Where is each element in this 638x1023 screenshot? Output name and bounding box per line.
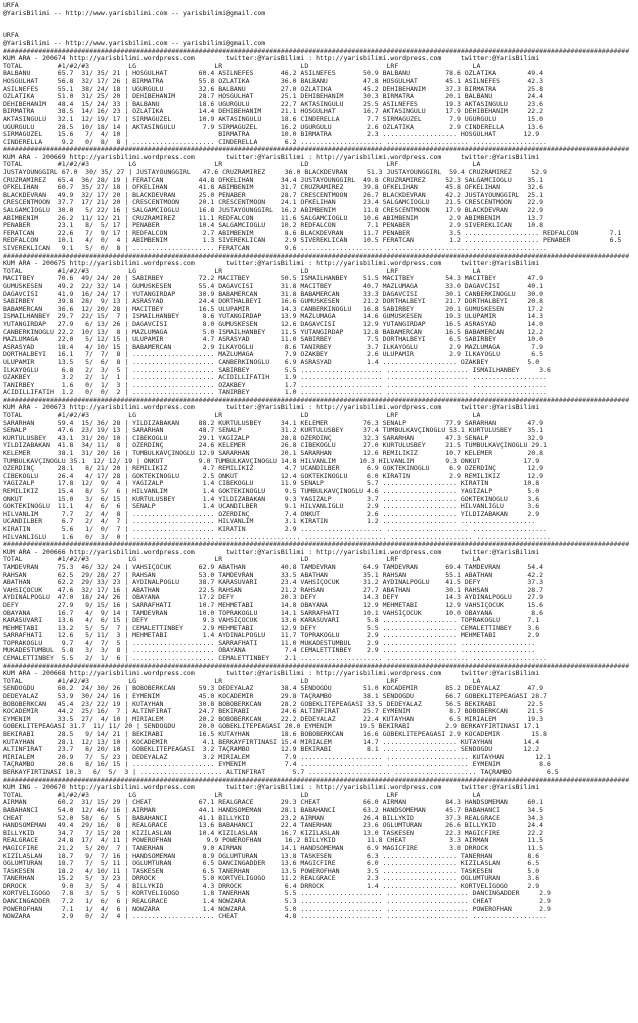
table-row: ÖZAKBEY 3.2 2/ 1/ 1 | ..................... ACIDILLIFATIH 1.9 ..................... ..................... ................... [3, 374, 547, 382]
table-row: TAÇRAMBO 20.6 8/ 16/ 15 | ..................... EYMENIM 7.4 ..................... ..................... EYMENIM 8.6 [3, 761, 551, 769]
table-row: ISMAILHANBEY 29.7 22/ 15/ 7 | ISMAILHANBEY 8.6 YUTANGIRDAP 13.9 MAZLUMAGA 14.6 GÜMÜSKESEN 19.3 ULUPAMIR 14.3 [3, 313, 544, 321]
column-header: TOTAL #1/#2/#3 LG LR LD LRF LA [3, 677, 481, 685]
table-row: BOBOBERKCAN 45.4 23/ 22/ 19 | KUTAYHAN 30.8 BOBOBERKCAN 28.2 GÖBEKLITEPEAGASI 33.5 DEDEYALAZ 56.5 BEKIRABI 22.5 [3, 700, 544, 708]
table-row: ABATHAN 62.2 29/ 33/ 23 | AYDINALPOGLU 38.7 KARASÜVARI 23.4 VAHSIÇOCUK 31.2 AYDINALPOGLU 41.5 DEFY 37.3 [3, 579, 544, 587]
table-row: FERATCAN 22.6 7/ 9/ 17 | REDFALCON 2.7 ABIMBENIM 8.6 BLACKDEVRAN 11.7 PENABER 3.5 ................... REDFALCON 7.1 [3, 229, 622, 237]
table-row: OBAYANA 16.7 4/ 9/ 14 | TAMDEVRAN 10.0 TOPRAKOGLU 14.1 SARRAFHATI 10.1 VAHSIÇOCUK 10.0 OBAYANA 8.6 [3, 609, 544, 617]
table-row: NOWZARA 2.9 0/ 2/ 4 | ..................... CHEAT 4.8 ..................... ..................... ................... [3, 913, 547, 921]
table-row: KIRATIN 5.6 1/ 0/ 7 | ..................... KIRATIN 2.9 ..................... ..................... ................... [3, 525, 547, 533]
table-row: BIRMATRA 38.5 14/ 16/ 23 | ÖZLATIKA 14.4 DEHIBEHANIM 21.1 HOSGÜLHAT 16.7 AKTASINGÜLÜ 17.9 DEHIBEHANIM 22.2 [3, 108, 544, 116]
table-row: TUMBULKAVÇINOGLU 35.1 12/ 12/ 19 | ONKUT 9.0 TUMBULKAVÇINOGLU 14.8 HILVANLIM 10.3 HILVANLIM 9.3 ONKUT 17.9 [3, 457, 540, 465]
race-header: KUM ARA - 200674 http://yarisbilimi.wordpress.com twitter:@YarisBilimi : http://yarisbilimi.wordpress.com twitter:@YarisBilimi [3, 55, 540, 63]
table-row: TOPRAKOGLU 9.7 4/ 7/ 5 | ..................... SARRAFHATI 11.0 MUKADESTUMBUL 2.9 ................... ................... [3, 639, 536, 647]
table-row: RAHSAN 62.5 29/ 28/ 27 | RAHSAN 53.0 TAMDEVRAN 33.5 ABATHAN 35.1 RAHSAN 55.1 ABATHAN 42.2 [3, 571, 544, 579]
table-row: SENALP 47.6 23/ 19/ 13 | SARARHAN 48.7 SENALP 31.2 KURTULUSBEY 37.4 TUMBULKAVÇINOGLU 53.1 KURTULUSBEY 35.1 [3, 427, 544, 435]
column-header: TOTAL #1/#2/#3 LG LR LD LRF LA [3, 791, 481, 799]
table-row: REALGRACE 24.8 17/ 4/ 11 | POWEROFHAN 9.9 POWEROFHAN 16.2 BILLYKID 11.8 CHEAT 3.3 AIRMAN 11.5 [3, 837, 544, 845]
table-row: ILKAYOGLU 6.8 2/ 3/ 5 | ..................... SABIRBEY 5.5 ..................... ..................... ISMAILHANBEY 3.6 [3, 366, 551, 374]
table-row: BERKAYFIRTINASI 10.3 6/ 5/ 3 | ..................... ALTINFIRAT 5.7 ..................... ..................... TAÇRAMBO 6.5 [3, 768, 559, 776]
table-row: ABIMBENIM 26.2 11/ 12/ 21 | CRUZRAMIREZ 11.1 REDFALCON 11.6 SALGAMCIOGLU 10.6 ABIMBENIM 2.9 ABIMBENIM 13.7 [3, 214, 544, 222]
table-row: GÜMÜSKESEN 49.2 22/ 32/ 14 | GÜMÜSKESEN 55.4 DAGAVCISI 31.8 MACITBEY 40.7 MAZLUMAGA 33.0 DAGAVCISI 40.1 [3, 282, 544, 290]
race-header: KUM ARA - 200668 http://yarisbilimi.wordpress.com twitter:@YarisBilimi : http://yarisbilimi.wordpress.com twitter:@YarisBilimi [3, 670, 540, 678]
table-row: DEFY 27.9 9/ 15/ 16 | SARRAFHATI 10.7 MEHMETABI 14.8 OBAYANA 12.9 MEHMETABI 12.9 VAHSIÇOCUK 15.6 [3, 601, 544, 609]
table-row: HILVANLIM 7.7 2/ 4/ 8 | ..................... ÖZERDINÇ 7.4 ONKUT 2.6 ................... YILDIZABAKAN 2.9 [3, 510, 540, 518]
table-row: SENDOGDU 60.2 24/ 30/ 26 | BOBOBERKCAN 59.3 DEDEYALAZ 38.4 SENDOGDU 51.0 KOCADEMIR 85.2 DEDEYALAZ 47.9 [3, 685, 544, 693]
intro-line [3, 25, 638, 33]
table-row: GÖKTEKINOGLU 11.1 4/ 6/ 6 | SENALP 1.4 UCANDILBER 9.1 HILVANLIGLU 2.9 ................... HILVANLIGLU 3.6 [3, 503, 540, 511]
table-row: EYMENIM 33.5 27/ 4/ 10 | MIRIALEM 20.2 BOBOBERKCAN 22.2 DEDEYALAZ 22.4 KUTAYHAN 6.5 MIRIALEM 19.3 [3, 715, 544, 723]
table-row: YAGIZALP 17.8 12/ 9/ 4 | YAGIZALP 1.4 CIBEKOGLU 11.9 SENALP 5.7 ................... KIRATIN 10.8 [3, 480, 540, 488]
table-row: ALTINFIRAT 23.7 8/ 20/ 10 | GÖBEKLITEPEAGASI 3.2 TAÇRAMBO 12.9 BEKIRABI 8.1 ................... SENDOGDU 12.2 [3, 746, 540, 754]
table-row: ULUPAMIR 13.5 5/ 6/ 8 | ..................... CANBERKINOGLU 6.9 ASRASYAD 1.4 ................... ÖZAKBEY 5.0 [3, 358, 540, 366]
table-row: REDFALCON 10.1 4/ 0/ 4 | ABIMBENIM 1.3 SIVEREKLICAN 2.9 SIVEREKLICAN 10.5 FERATCAN 1.2 ................... PENABER 6.5 [3, 237, 622, 245]
table-row: KELEMER 38.1 31/ 20/ 16 | TUMBULKAVÇINOGLU 12.9 SARARHAN 20.1 SARARHAN 12.6 REMILIKIZ 10.7 KELEMER 20.8 [3, 450, 544, 458]
table-row: CIBEKOGLU 26.4 4/ 17/ 28 | GÖKTEKINOGLU 2.5 ONKUT 12.4 GÖKTEKINOGLU 6.0 KIRATIN 2.9 REMILIKIZ 12.9 [3, 472, 544, 480]
table-row: ONKUT 15.0 3/ 6/ 15 | KURTULUSBEY 1.4 YILDIZABAKAN 9.3 YAGIZALP 3.7 ................... GÖKTEKINOGLU 3.6 [3, 495, 540, 503]
table-row: SABIRBEY 39.8 28/ 9/ 13 | ASRASYAD 24.4 DÖRTHALBEYI 16.6 GÜMÜSKESEN 21.2 DÖRTHALBEYI 21.7 DÖRTHALBEYI 20.8 [3, 298, 544, 306]
column-header: TOTAL #1/#2/#3 LG LR LD LRF LA [3, 161, 481, 169]
table-row: AIRMAN 60.2 31/ 15/ 29 | CHEAT 67.1 REALGRACE 29.3 CHEAT 66.0 AIRMAN 84.3 HANDSOMEMAN 60.1 [3, 799, 544, 807]
table-row: HANDSOMEMAN 49.4 29/ 16/ 8 | REALGRACE 13.6 BABAHANCI 22.4 TANERHAN 23.6 OGLUMTURAN 26.6 BILLYKID 24.4 [3, 822, 544, 830]
table-row: DANCINGADDER 7.2 1/ 6/ 6 | REALGRACE 1.4 NOWZARA 5.3 ..................... ..................... CHEAT 2.9 [3, 898, 551, 906]
intro-line: URFA [3, 2, 19, 9]
separator-line: ################################################################################################################################################################ [3, 47, 630, 55]
table-row: ÖZERDINÇ 28.1 8/ 21/ 20 | REMILIKIZ 4.7 REMILIKIZ 4.7 UCANDILBER 6.9 GÖKTEKINOGLU 6.9 ÖZERDINÇ 12.9 [3, 465, 544, 473]
table-row: ÖFKELIHAN 60.7 35/ 27/ 18 | ÖFKELIHAN 41.8 ABIMBENIM 31.7 CRUZRAMIREZ 39.8 ÖFKELIHAN 45.8 ÖFKELIHAN 32.6 [3, 184, 544, 192]
table-row: BEKIRABI 28.5 9/ 14/ 21 | BEKIRABI 16.5 KUTAYHAN 18.6 BOBOBERKCAN 16.6 GÖBEKLITEPEAGASI 2.9 KOCADEMIR 15.8 [3, 731, 547, 738]
table-row: YUTANGIRDAP 27.9 6/ 13/ 26 | DAGAVCISI 8.0 GÜMÜSKESEN 12.6 DAGAVCISI 12.9 YUTANGIRDAP 16.5 ASRASYAD 14.0 [3, 320, 544, 328]
table-row: ÖZLATIKA 51.0 31/ 25/ 20 | DEHIBEHANIM 28.7 HOSGÜLHAT 25.1 DEHIBEHANIM 30.3 BIRMATRA 20.1 BALBANU 24.4 [3, 93, 544, 101]
table-row: MIRIALEM 20.9 7/ 5/ 23 | DEDEYALAZ 3.2 MIRIALEM 7.9 ..................... ..................... KUTAYHAN 12.1 [3, 753, 551, 761]
table-row: YILDIZABAKAN 41.8 34/ 11/ 8 | ÖZERDINÇ 24.6 KELEMER 26.8 CIBEKOGLU 27.0 KURTULUSBEY 21.5 TUMBULKAVÇINOGLU 29.1 [3, 442, 547, 450]
table-row: KOCADEMIR 44.2 25/ 16/ 7 | ALTINFIRAT 24.7 BEKIRABI 24.6 ALTINFIRAT 25.7 EYMENIM 8.7 BOBOBERKCAN 21.5 [3, 708, 544, 716]
table-row: DRROCK 9.0 3/ 5/ 4 | BILLYKID 4.3 DRROCK 6.4 DRROCK 1.4 ................... KORTVELIGOGO 2.9 [3, 882, 540, 890]
table-row: ASILNEFES 55.1 38/ 24/ 18 | UGURGÜLÜ 32.6 BALBANU 27.0 ÖZLATIKA 45.2 DEHIBEHANIM 37.3 BIRMATRA 25.8 [3, 85, 544, 93]
table-row: ASRASYAD 18.4 4/ 10/ 15 | BABAMERCAN 2.9 ILKAYOGLU 8.6 TANIRBEY 3.7 ILKAYOGLU 2.9 MAZLUMAGA 7.9 [3, 343, 544, 351]
race-header: KUM ARA - 200669 http://yarisbilimi.wordpress.com twitter:@YarisBilimi : http://yarisbilimi.wordpress.com twitter:@YarisBilimi [3, 153, 540, 161]
table-row: OGLUMTURAN 18.7 7/ 5/ 11 | OGLUMTURAN 6.5 DANCINGADDER 13.6 MAGICFIRE 6.0 ................... KIZILASLAN 6.5 [3, 860, 540, 868]
separator-line: ################################################################################################################################################################ [3, 541, 630, 549]
separator-line: ################################################################################################################################################################ [3, 252, 630, 260]
column-header: TOTAL #1/#2/#3 LG LR LD LRF LA [3, 62, 481, 70]
table-row: UCANDILBER 6.7 2/ 4/ 7 | ..................... HILVANLIM 3.1 KIRATIN 1.2 ................... ................... [3, 518, 536, 526]
table-row: UGURGÜLÜ 28.5 10/ 18/ 14 | AKTASINGÜLÜ 7.9 SIRMAGÜZEL 16.2 UGURGÜLÜ 2.6 ÖZLATIKA 2.9 CINDERELLA 13.6 [3, 123, 544, 131]
table-row: BLACKDEVRAN 49.9 32/ 17/ 20 | BLACKDEVRAN 25.0 PENABER 28.7 CRESCENTMOON 26.7 BLACKDEVRAN 42.2 JUSTAYOUNGGIRL 25.1 [3, 191, 544, 199]
table-row: MUKADESTUMBUL 5.8 3/ 3/ 8 | ..................... OBAYANA 7.4 CEMALETTINBEY 2.9 ................... ................... [3, 647, 536, 655]
table-row: SIRMAGÜZEL 15.6 7/ 4/ 10 | BIRMATRA 10.0 BIRMATRA 2.3 ................... HOSGÜLHAT 12.9 [3, 131, 540, 139]
table-row: CRUZRAMIREZ 65.4 36/ 28/ 19 | FERATCAN 44.8 ÖFKELIHAN 34.4 JUSTAYOUNGGIRL 49.8 CRUZRAMIREZ 52.3 SALGAMCIOGLU 35.1 [3, 176, 544, 184]
table-row: REMILIKIZ 15.4 8/ 5/ 6 | HILVANLIM 1.4 GÖKTEKINOGLU 9.5 TUMBULKAVÇINOGLU 4.6 ................... YAGIZALP 5.0 [3, 488, 540, 495]
table-row: DAGAVCISI 41.9 16/ 24/ 17 | YUTANGIRDAP 30.9 BABAMERCAN 31.8 BABAMERCAN 33.3 DAGAVCISI 30.1 CANBERKINOGLU 30.0 [3, 290, 544, 298]
table-row: TASKESEN 18.2 4/ 10/ 11 | TASKESEN 6.5 TANERHAN 13.5 POWEROFHAN 3.5 ................... TASKESEN 5.0 [3, 867, 540, 875]
table-row: MAZLUMAGA 22.0 5/ 12/ 15 | ULUPAMIR 4.7 ASRASYAD 11.0 SABIRBEY 7.5 DÖRTHALBEYI 6.5 SABIRBEY 10.0 [3, 336, 544, 344]
intro-line: @YarisBilimi -- http://www.yarisbilimi.com -- yarisbilimi@gmail.com [3, 9, 266, 17]
table-row: POWEROFHAN 7.1 1/ 4/ 6 | NOWZARA 1.4 NOWZARA 5.0 ..................... ..................... POWEROFHAN 2.9 [3, 905, 551, 913]
table-row: PENABER 23.1 8/ 5/ 17 | PENABER 10.4 SALGAMCIOGLU 10.2 REDFALCON 7.1 PENABER 2.9 SIVEREKLICAN 10.8 [3, 222, 544, 230]
table-row: TANIRBEY 1.6 0/ 1/ 3 | ..................... ÖZAKBEY 1.7 ..................... ..................... ................... [3, 381, 547, 389]
column-header: TOTAL #1/#2/#3 LG LR LD LRF LA [3, 556, 481, 564]
table-row: CRESCENTMOON 37.7 17/ 21/ 20 | CRESCENTMOON 20.1 CRESCENTMOON 24.1 ÖFKELIHAN 23.4 SALGAMCIOGLU 21.5 CRESCENTMOON 22.9 [3, 199, 544, 207]
table-row: KORTVELIGOGO 7.8 3/ 5/ 5 | KORTVELIGOGO 1.8 TANERHAN 5.5 ..................... ..................... DANCINGADDER 2.9 [3, 890, 551, 898]
table-row: HOSGÜLHAT 56.8 32/ 17/ 26 | BIRMATRA 55.8 ÖZLATIKA 36.0 BALBANU 47.8 HOSGÜLHAT 45.1 ASILNEFES 42.3 [3, 77, 544, 85]
table-row: BABAMERCAN 36.6 12/ 20/ 28 | MACITBEY 16.5 ULUPAMIR 14.3 CANBERKINOGLU 16.8 SABIRBEY 20.1 GÜMÜSKESEN 17.2 [3, 305, 544, 313]
table-row: CANBERKINOGLU 22.2 10/ 13/ 8 | MAZLUMAGA 5.0 ISMAILHANBEY 11.5 YUTANGIRDAP 12.8 BABAMERCAN 16.5 BABAMERCAN 12.2 [3, 328, 544, 336]
table-row: BILLYKID 34.7 7/ 15/ 28 | KIZILASLAN 10.4 KIZILASLAN 16.7 KIZILASLAN 13.0 TASKESEN 22.3 MAGICFIRE 22.2 [3, 829, 544, 837]
table-row: JUSTAYOUNGGIRL 67.0 30/ 35/ 27 | JUSTAYOUNGGIRL 47.6 CRUZRAMIREZ 36.0 BLACKDEVRAN 51.3 JUSTAYOUNGGIRL 59.4 CRUZRAMIREZ 52.9 [3, 169, 547, 177]
race-header: KUM ARA - 200666 http://yarisbilimi.wordpress.com twitter:@YarisBilimi : http://yarisbilimi.wordpress.com twitter:@YarisBilimi [3, 548, 540, 556]
table-row: AYDINALPOGLU 47.0 18/ 24/ 26 | OBAYANA 17.2 DEFY 20.3 DEFY 14.3 DEFY 14.3 AYDINALPOGLU 27.9 [3, 594, 544, 602]
table-row: CHEAT 52.0 58/ 6/ 5 | BABAHANCI 41.1 BILLYKID 23.2 AIRMAN 26.4 BILLYKID 37.3 REALGRACE 34.3 [3, 814, 544, 822]
table-row: MAGICFIRE 21.2 5/ 20/ 7 | TANERHAN 9.0 AIRMAN 14.1 HANDSOMEMAN 6.9 MAGICFIRE 3.0 DRROCK 11.5 [3, 844, 544, 852]
intro-line: URFA [3, 32, 19, 40]
table-row: KURTULUSBEY 43.1 31/ 20/ 10 | CIBEKOGLU 29.1 YAGIZALP 28.8 ÖZERDINÇ 32.3 SARARHAN 47.3 SENALP 32.9 [3, 434, 544, 442]
separator-line: ################################################################################################################################################################ [3, 396, 630, 404]
table-row: KARASÜVARI 13.6 4/ 6/ 15 | DEFY 9.3 VAHSIÇOCUK 13.6 KARASÜVARI 5.8 ................... TOPRAKOGLU 7.1 [3, 617, 540, 625]
table-row: DEHIBEHANIM 48.4 15/ 24/ 33 | BALBANU 18.6 UGURGÜLÜ 22.7 AKTASINGÜLÜ 25.5 ASILNEFES 19.3 AKTASINGÜLÜ 23.6 [3, 100, 544, 108]
separator-line: ################################################################################################################################################################ [3, 662, 630, 670]
table-row: CINDERELLA 9.2 0/ 8/ 8 | ..................... CINDERELLA 6.2 ..................... ..................... ................... [3, 138, 547, 146]
race-header: KUM ARA - 200675 http://yarisbilimi.wordpress.com twitter:@YarisBilimi : http://yarisbilimi.wordpress.com twitter:@YarisBilimi [3, 260, 540, 268]
table-row: CEMALETTINBEY 5.5 2/ 1/ 6 | ..................... CEMALETTINBEY 2.1 ..................... ..................... ................... [3, 655, 547, 663]
separator-line: ################################################################################################################################################################ [3, 146, 630, 154]
separator-line: ################################################################################################################################################################ [3, 776, 630, 784]
table-row: SIVEREKLICAN 9.1 5/ 0/ 8 | ..................... FERATCAN 9.6 ..................... ..................... ................... [3, 245, 547, 252]
table-row: HILVANLIGLU 1.6 0/ 3/ 0 | ..................... ..................... ..................... ..................... ................... [3, 533, 551, 541]
table-row: VAHSIÇOCUK 47.6 32/ 17/ 16 | ABATHAN 22.5 RAHSAN 21.2 RAHSAN 27.7 ABATHAN 30.1 RAHSAN 28.7 [3, 586, 544, 594]
column-header: TOTAL #1/#2/#3 LG LR LD LRF LA [3, 412, 481, 420]
table-row: TANERHAN 15.2 5/ 3/ 23 | DRROCK 5.0 KORTVELIGOGO 11.2 REALGRACE 2.3 ................... OGLUMTURAN 3.6 [3, 875, 540, 883]
table-row: DEDEYALAZ 53.9 30/ 24/ 16 | EYMENIM 45.0 KOCADEMIR 29.8 TAÇRAMBO 38.1 SENDOGDU 66.7 GÖBEKLITEPEAGASI 28.7 [3, 693, 547, 701]
table-row: SALGAMCIOGLU 30.0 5/ 22/ 16 | SALGAMCIOGLU 16.8 JUSTAYOUNGGIRL 16.2 ABIMBENIM 11.8 CRESCENTMOON 17.9 BLACKDEVRAN 22.9 [3, 207, 544, 215]
race-header: KUM ING - 200670 http://yarisbilimi.wordpress.com twitter:@YarisBilimi : http://yarisbilimi.wordpress.com twitter:@YarisBilimi [3, 784, 540, 792]
table-row: GÖBEKLITEPEAGASI 31.7 11/ 11/ 20 | SENDOGDU 20.0 GÖBEKLITEPEAGASI 20.0 EYMENIM 19.5 BEKIRABI 2.9 BERKAYFIRTINASI 17.1 [3, 723, 540, 731]
table-row: MACITBEY 70.6 49/ 24/ 20 | SABIRBEY 72.2 MACITBEY 50.5 ISMAILHANBEY 51.5 MACITBEY 54.3 MACITBEY 47.9 [3, 275, 544, 283]
column-header: TOTAL #1/#2/#3 LG LR LD LRF LA [3, 267, 481, 275]
table-row: KIZILASLAN 18.7 9/ 7/ 16 | HANDSOMEMAN 8.9 OGLUMTURAN 13.8 TASKESEN 6.3 ................... TANERHAN 8.6 [3, 852, 540, 860]
race-header: KUM ARA - 200673 http://yarisbilimi.wordpress.com twitter:@YarisBilimi : http://yarisbilimi.wordpress.com twitter:@YarisBilimi [3, 404, 540, 412]
table-row: BABAHANCI 54.0 12/ 46/ 16 | AIRMAN 44.1 HANDSOMEMAN 28.1 BABAHANCI 63.2 HANDSOMEMAN 45.7 BABAHANCI 34.5 [3, 806, 544, 814]
table-row: DÖRTHALBEYI 16.1 7/ 7/ 8 | ..................... MAZLUMAGA 7.9 ÖZAKBEY 2.6 ULUPAMIR 2.9 ILKAYOGLU 6.5 [3, 351, 544, 359]
table-row: BALBANU 65.7 31/ 35/ 21 | HOSGÜLHAT 60.4 ASILNEFES 46.2 ASILNEFES 50.9 BALBANU 78.6 ÖZLATIKA 49.4 [3, 70, 544, 78]
table-row: ACIDILLIFATIH 1.2 0/ 0/ 2 | ..................... TANIRBEY 1.0 ..................... ..................... ................... [3, 389, 547, 397]
table-row: TAMDEVRAN 75.3 46/ 32/ 24 | VAHSIÇOCUK 62.9 ABATHAN 40.8 TAMDEVRAN 64.9 TAMDEVRAN 69.4 TAMDEVRAN 54.4 [3, 563, 544, 571]
table-row: SARRAFHATI 12.6 5/ 11/ 3 | MEHMETABI 1.4 AYDINALPOGLU 11.7 TOPRAKOGLU 2.9 ................... MEHMETABI 2.9 [3, 632, 540, 640]
intro-line [3, 17, 638, 25]
table-row: MEHMETABI 13.2 5/ 5/ 7 | CEMALETTINBEY 2.9 MEHMETABI 12.9 DEFY 5.5 ................... CEMALETTINBEY 3.6 [3, 624, 540, 632]
intro-line: @YarisBilimi -- http://www.yarisbilimi.com -- yarisbilimi@gmail.com [3, 39, 266, 47]
table-row: SARARHAN 59.4 15/ 36/ 28 | YILDIZABAKAN 88.2 KURTULUSBEY 34.1 KELEMER 76.3 SENALP 77.9 SARARHAN 47.9 [3, 419, 544, 427]
table-row: AKTASINGÜLÜ 32.1 12/ 19/ 17 | SIRMAGÜZEL 10.9 AKTASINGÜLÜ 18.6 CINDERELLA 7.7 SIRMAGÜZEL 7.9 UGURGÜLÜ 15.0 [3, 115, 544, 123]
table-row: KUTAYHAN 28.1 12/ 13/ 10 | KOCADEMIR 4.1 BERKAYFIRTINASI 15.4 MIRIALEM 14.7 ................... KUTAYHAN 14.4 [3, 738, 540, 746]
